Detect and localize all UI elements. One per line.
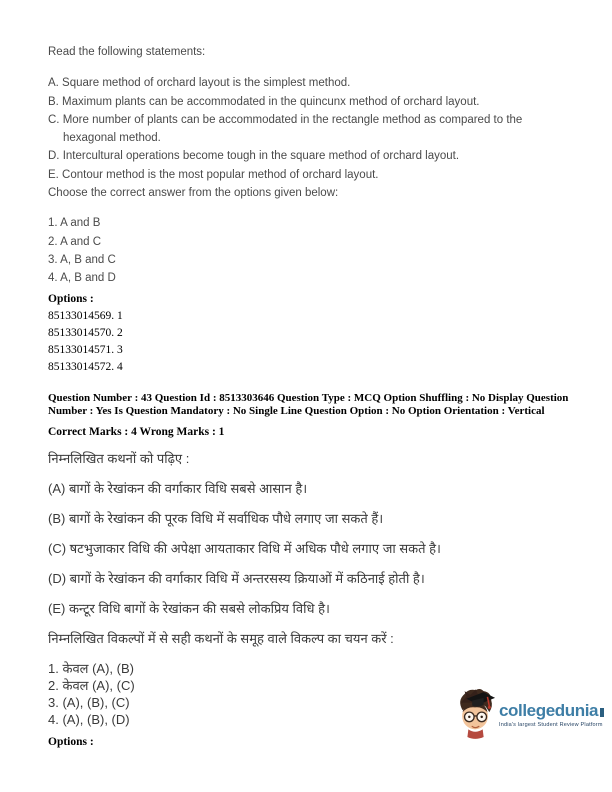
options-heading-1: Options : [48,292,94,305]
choice-4-hi: 4. (A), (B), (D) [48,712,130,728]
choice-4-en: 4. A, B and D [48,272,116,285]
logo-wordmark: collegedunia [499,701,599,720]
choice-3-hi: 3. (A), (B), (C) [48,695,130,711]
page-content [48,43,593,751]
options-block-1 [48,291,593,376]
option-id-3: 85133014571. 3 [48,343,123,356]
choose-answer-line-hi: निम्नलिखित विकल्पों में से सही कथनों के समूह वाले विकल्प का चयन करें : [48,631,394,647]
statement-a-en: A. Square method of orchard layout is the simplest method. [48,77,351,90]
statement-d-en: D. Intercultural operations become tough in the square method of orchard layout. [48,150,460,163]
options-heading-2: Options : [48,736,94,749]
choice-1-en: 1. A and B [48,217,101,230]
choice-2-en: 2. A and C [48,235,102,248]
statement-c-en: C. More number of plants can be accommodated in the rectangle method as compared to the hexagonal method. [48,113,523,145]
statement-b-en: B. Maximum plants can be accommodated in the quincunx method of orchard layout. [48,95,480,108]
choice-3-en: 3. A, B and C [48,253,116,266]
choice-2-hi: 2. केवल (A), (C) [48,678,135,694]
choose-answer-line-en: Choose the correct answer from the options given below: [48,187,339,200]
question-metadata-line: Question Number : 43 Question Id : 8513303646 Question Type : MCQ Option Shuffling : No Display Question Number : Yes Is Question Mandatory : No Single Line Question Option : No Option Orientation : Vertical [48,391,569,418]
logo-text [499,702,604,728]
option-id-4: 85133014572. 4 [48,360,123,373]
statement-e-hi: (E) कन्टूर विधि बागों के रेखांकन की सबसे लोकप्रिय विधि है। [48,601,330,617]
collegedunia-logo [455,686,607,744]
marks-line: Correct Marks : 4 Wrong Marks : 1 [48,425,225,438]
read-statements-line-hi: निम्नलिखित कथनों को पढ़िए : [48,451,190,467]
statement-d-hi: (D) बागों के रेखांकन की वर्गाकार विधि में अन्तरसस्य क्रियाओं में कठिनाई होती है। [48,571,425,587]
choice-1-hi: 1. केवल (A), (B) [48,661,134,677]
statement-e-en: E. Contour method is the most popular method of orchard layout. [48,168,379,181]
option-id-list [48,308,593,376]
logo-mark [600,708,604,717]
statement-c-hi: (C) षटभुजाकार विधि की अपेक्षा आयताकार विधि में अधिक पौधे लगाए जा सकते है। [48,541,441,557]
statement-a-hi: (A) बागों के रेखांकन की वर्गाकार विधि सबसे आसान है। [48,481,308,497]
choices-list-en [48,214,593,287]
statements-list-en [48,74,562,202]
option-id-1: 85133014569. 1 [48,309,123,322]
option-id-2: 85133014570. 2 [48,326,123,339]
read-statements-line: Read the following statements: [48,46,206,58]
mascot-graduate-icon [455,687,497,743]
logo-tagline: India's largest Student Review Platform [499,722,603,728]
statement-b-hi: (B) बागों के रेखांकन की पूरक विधि में सर्वाधिक पौधे लगाए जा सकते हैं। [48,511,384,527]
